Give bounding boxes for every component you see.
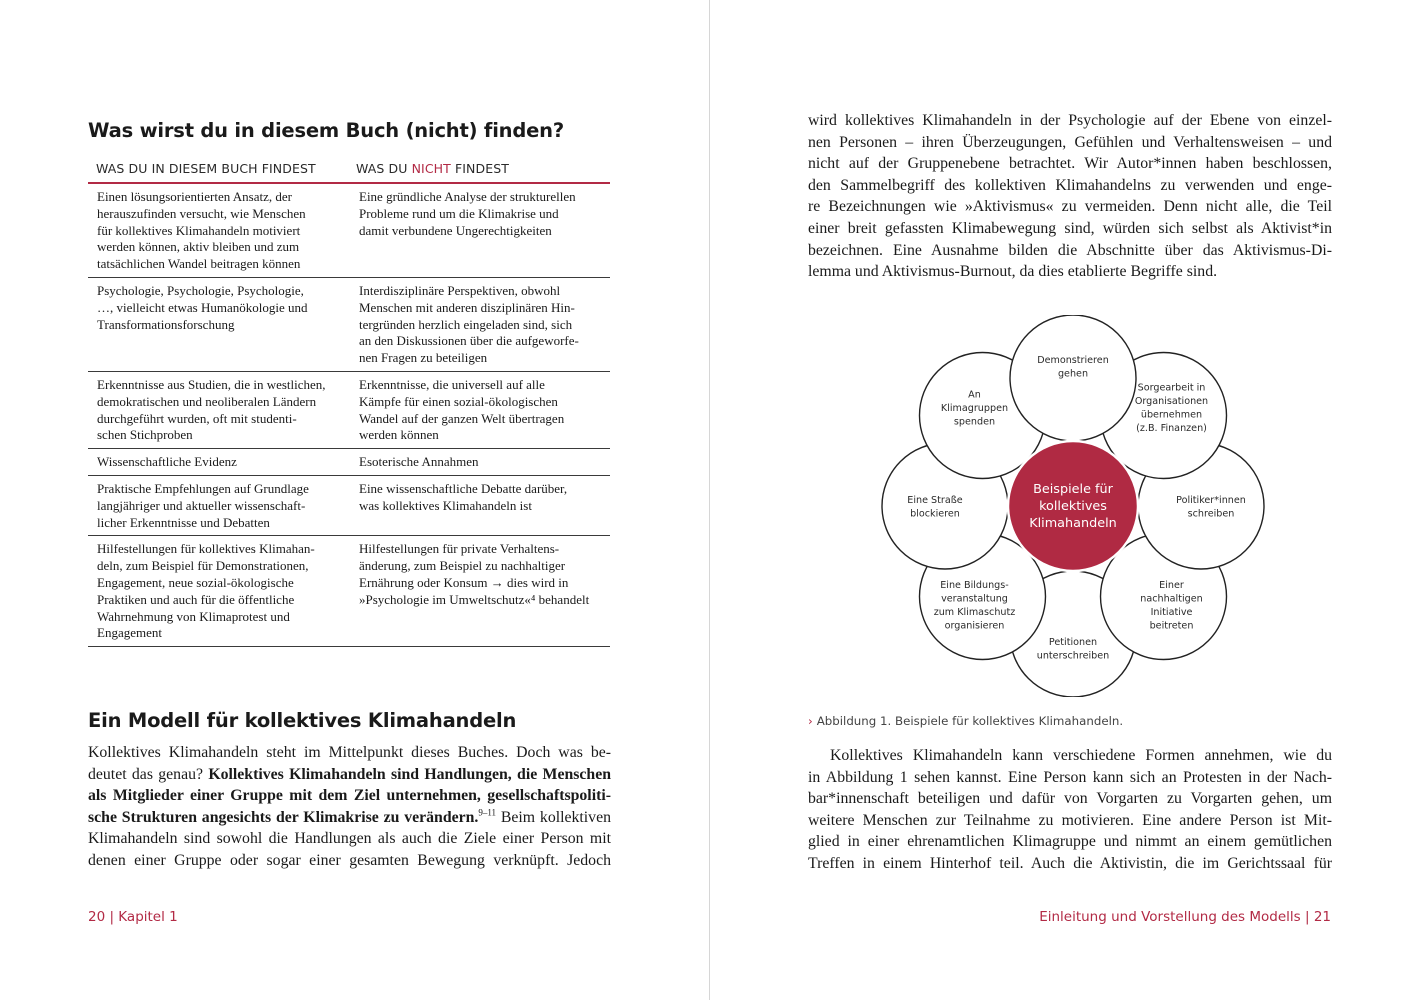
text-line: lemma und Aktivismus-Burnout, da dies etablierte Begriffe sind.	[808, 263, 1218, 281]
table-cell-not-find	[349, 283, 610, 367]
text-line: einer breit gefassten Klimabewegung sind, würden sich selbst als Aktivist*in	[808, 219, 1332, 237]
cell-line: Einen lösungsorientierten Ansatz, der	[97, 189, 292, 204]
petal-label: An	[968, 389, 981, 401]
definition-bold: sche Strukturen angesichts der Klimakrise zu verändern.	[88, 808, 479, 826]
cell-line: nen Fragen zu beteiligen	[359, 350, 488, 366]
petal-label: übernehmen	[1140, 409, 1203, 421]
petal-label: Organisationen	[1134, 396, 1209, 408]
cell-line: Kämpfe für einen sozial-ökologischen	[359, 393, 558, 409]
cell-line: Hilfestellungen für kollektives Klimahan-	[97, 541, 315, 557]
definition-bold: Kollektives Klimahandeln sind Handlungen, die Menschen	[208, 765, 611, 783]
cell-line: herauszufinden versucht, wie Menschen	[97, 205, 306, 221]
text-line: denen einer Gruppe oder sogar einer gesamten Bewegung verknüpft. Jedoch	[88, 851, 611, 869]
cell-line: Esoterische Annahmen	[359, 454, 479, 470]
text-line: Kollektives Klimahandeln steht im Mittelpunkt dieses Buches. Doch was be-	[88, 744, 611, 761]
text-line: den Sammelbegriff des kollektiven Klimahandelns zu verwenden und enge-	[808, 176, 1332, 194]
heading-model: Ein Modell für kollektives Klimahandeln	[88, 709, 517, 732]
cell-line: an den Diskussionen über die aufgeworfe-	[359, 333, 579, 349]
text-line: nen Personen – ihren Überzeugungen, Gefühlen und Verhaltensweisen – und	[808, 133, 1332, 151]
cell-line: Praktische Empfehlungen auf Grundlage	[97, 480, 309, 496]
text-line: wird kollektives Klimahandeln in der Psychologie auf der Ebene von einzel-	[808, 112, 1332, 129]
right-body-text-bottom	[808, 745, 1332, 875]
text-line	[88, 807, 611, 829]
cell-line: Menschen mit anderen disziplinären Hin-	[359, 299, 575, 315]
heading-what-you-find: Was wirst du in diesem Buch (nicht) finden?	[88, 119, 564, 142]
left-page-footer: 20 | Kapitel 1	[88, 909, 178, 925]
cell-line: was kollektives Klimahandeln ist	[359, 497, 532, 513]
text-line: glied in einer ehrenamtlichen Klimagruppe und nimmt an einem gemütlichen	[808, 833, 1332, 851]
petal-label: blockieren	[910, 508, 960, 520]
table-cell-find	[88, 377, 349, 444]
cell-line: Probleme rund um die Klimakrise und	[359, 205, 559, 221]
cell-line: »Psychologie im Umweltschutz«⁴ behandelt	[359, 591, 590, 607]
petal-label: Eine Bildungs-	[940, 579, 1009, 591]
petal-label: Demonstrieren	[1037, 354, 1109, 366]
center-label: kollektives	[1039, 499, 1107, 514]
petal-label: (z.B. Finanzen)	[1136, 423, 1207, 435]
text-line: nicht auf der Gruppenebene betrachtet. Wir Autor*innen haben beschlossen,	[808, 155, 1332, 173]
cell-line: für kollektives Klimahandeln motiviert	[97, 222, 301, 238]
table-row	[88, 449, 610, 476]
table-header	[88, 160, 610, 184]
cell-line: Wahrnehmung von Klimaprotest und	[97, 608, 290, 624]
petal-label: gehen	[1057, 368, 1089, 380]
collective-action-flower-diagram	[880, 315, 1266, 697]
header-col2-post: FINDEST	[450, 161, 509, 176]
cell-line: licher Erkenntnisse und Debatten	[97, 514, 270, 530]
cell-line: Erkenntnisse, die universell auf alle	[359, 376, 545, 392]
left-body-text	[88, 742, 611, 872]
table-cell-not-find	[349, 481, 610, 531]
cell-line: änderung, zum Beispiel zu nachhaltiger	[359, 558, 566, 574]
cell-line: durchgeführt wurden, oft mit studenti-	[97, 410, 297, 426]
cell-line: Wandel auf der ganzen Welt übertragen	[359, 410, 565, 426]
petal-label: beitreten	[1149, 620, 1194, 632]
cell-line: Interdisziplinäre Perspektiven, obwohl	[359, 282, 561, 298]
petal-label: nachhaltigen	[1140, 593, 1203, 605]
cell-line: Wissenschaftliche Evidenz	[97, 454, 237, 470]
center-label: Klimahandeln	[1029, 516, 1117, 531]
text-line: bar*innenschaft beteiligen und dafür von Vorgarten zu Vorgarten gehen, um	[808, 790, 1332, 808]
petal-label: Einer	[1159, 579, 1184, 591]
text-span: Beim kollektiven	[496, 808, 611, 826]
petal-label: Eine Straße	[907, 494, 963, 506]
table-cell-find	[88, 189, 349, 273]
petal-label: Initiative	[1150, 606, 1193, 618]
text-line: weitere Menschen zur Teilnahme zu motivieren. Eine andere Person ist Mit-	[808, 811, 1332, 829]
table-cell-find	[88, 541, 349, 642]
table-row	[88, 372, 610, 449]
table-row	[88, 278, 610, 372]
table-header-col1: WAS DU IN DIESEM BUCH FINDEST	[96, 161, 316, 176]
table-cell-find	[88, 454, 349, 471]
cell-line: schen Stichproben	[97, 427, 193, 443]
cell-line: Praktiken und auch für die öffentliche	[97, 591, 295, 607]
text-line	[88, 764, 611, 786]
petal-label: organisieren	[944, 620, 1005, 632]
cell-line: Engagement	[97, 625, 162, 641]
text-line: in Abbildung 1 sehen kannst. Eine Person kann sich an Protesten in der Nach-	[808, 768, 1332, 786]
table-cell-not-find	[349, 454, 610, 471]
cell-line: tergründen herzlich eingeladen sind, sich	[359, 316, 573, 332]
petal-label: zum Klimaschutz	[933, 606, 1016, 618]
table-row	[88, 536, 610, 647]
cell-line: tatsächlichen Wandel beitragen können	[97, 256, 301, 272]
table-cell-not-find	[349, 377, 610, 444]
petal-label: schreiben	[1187, 508, 1235, 520]
citation-superscript: 9–11	[478, 807, 497, 818]
petal-label: Politiker*innen	[1176, 494, 1246, 506]
text-span: deutet das genau?	[88, 765, 209, 783]
cell-line: Eine wissenschaftliche Debatte darüber,	[359, 480, 568, 496]
cell-line: demokratischen und neoliberalen Ländern	[97, 393, 317, 409]
header-col2-accent: NICHT	[411, 161, 451, 176]
table-cell-find	[88, 283, 349, 367]
table-header-col2	[356, 161, 509, 176]
petal-label: unterschreiben	[1036, 650, 1110, 662]
table-cell-not-find	[349, 189, 610, 273]
cell-line: Psychologie, Psychologie, Psychologie,	[97, 282, 304, 298]
table-cell-find	[88, 481, 349, 531]
cell-line: Engagement, neue sozial-ökologische	[97, 574, 294, 590]
petal-label: Petitionen	[1048, 636, 1098, 648]
text-line: re Bezeichnungen wie »Aktivismus« zu vermeiden. Denn nicht alle, die Teil	[808, 198, 1332, 216]
petal-label: Klimagruppen	[940, 402, 1009, 414]
right-page-footer: Einleitung und Vorstellung des Modells | 21	[1039, 909, 1331, 925]
center-label: Beispiele für	[1033, 482, 1113, 497]
petal-label: spenden	[953, 416, 996, 428]
table-cell-not-find	[349, 541, 610, 642]
petal-label: Sorgearbeit in	[1137, 382, 1206, 394]
text-line: bezeichnen. Eine Ausnahme bilden die Abschnitte über das Aktivismus-Di-	[808, 241, 1332, 259]
cell-line: Ernährung oder Konsum → dies wird in	[359, 574, 569, 590]
text-line: Klimahandeln sind sowohl die Handlungen als auch die Ziele einer Person mit	[88, 830, 611, 848]
table-row	[88, 476, 610, 536]
petal-label: veranstaltung	[941, 593, 1008, 605]
cell-line: Erkenntnisse aus Studien, die in westlichen,	[97, 376, 326, 392]
cell-line: Hilfestellungen für private Verhaltens-	[359, 541, 560, 557]
cell-line: langjähriger und aktueller wissenschaft-	[97, 497, 306, 513]
definition-bold: als Mitglieder einer Gruppe mit dem Ziel unternehmen, gesellschaftspoliti-	[88, 787, 611, 805]
header-col2-pre: WAS DU	[356, 161, 412, 176]
right-body-text-top	[808, 110, 1332, 283]
text-line: Treffen in einem Hinterhof teil. Auch die Aktivistin, die im Gerichtssaal für	[808, 854, 1332, 872]
cell-line: Eine gründliche Analyse der strukturellen	[359, 189, 576, 204]
left-page	[0, 0, 709, 1000]
cell-line: werden können	[359, 427, 439, 443]
cell-line: damit verbundene Ungerechtigkeiten	[359, 222, 552, 238]
text-line: Kollektives Klimahandeln kann verschiedene Formen annehmen, wie du	[830, 747, 1332, 764]
text-line	[88, 785, 611, 807]
cell-line: werden können, aktiv bleiben und zum	[97, 239, 300, 255]
cell-line: …, vielleicht etwas Humanökologie und	[97, 299, 308, 315]
caption-marker: ›	[808, 714, 813, 728]
cell-line: deln, zum Beispiel für Demonstrationen,	[97, 558, 309, 574]
cell-line: Transformationsforschung	[97, 316, 235, 332]
table-row	[88, 184, 610, 278]
caption-text: Abbildung 1. Beispiele für kollektives Klimahandeln.	[816, 714, 1124, 728]
figure-caption	[808, 714, 1123, 728]
comparison-table	[88, 184, 610, 647]
